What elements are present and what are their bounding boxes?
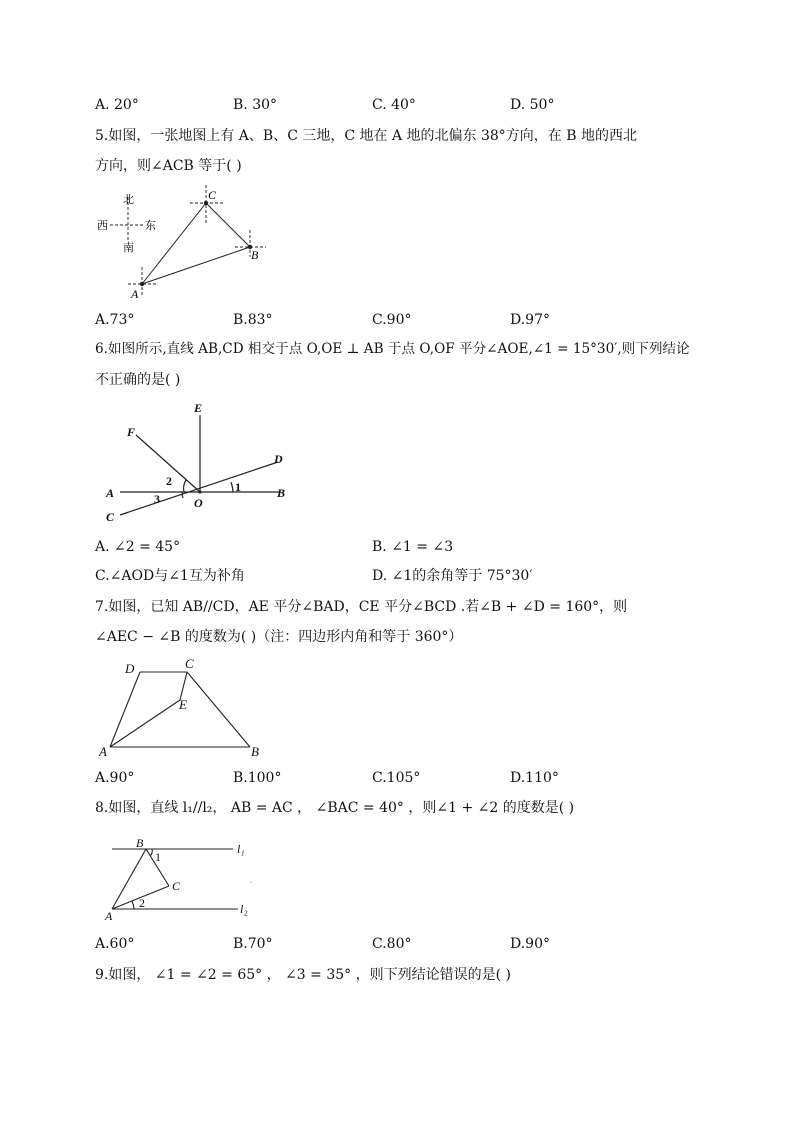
q6-option-b: B. ∠1 = ∠3 bbox=[372, 539, 454, 555]
q7-label-b: B bbox=[251, 744, 259, 759]
q8-angle-1: 1 bbox=[155, 850, 161, 864]
q4-option-c: C. 40° bbox=[372, 97, 416, 113]
q4-option-a: A. 20° bbox=[95, 97, 139, 113]
q7-label-c: C bbox=[185, 656, 194, 671]
q5-figure bbox=[90, 185, 270, 305]
q5-label-east: 东 bbox=[145, 220, 156, 232]
q7-option-c: C.105° bbox=[372, 770, 421, 786]
q8-label-a: A bbox=[105, 909, 113, 923]
q8-label-l1: l₁ bbox=[237, 842, 245, 856]
q5-label-a: A bbox=[131, 287, 139, 301]
q5-option-a: A.73° bbox=[95, 312, 135, 328]
q4-option-d: D. 50° bbox=[510, 97, 555, 113]
q6-question-line1: 6.如图所示,直线 AB,CD 相交于点 O,OE ⊥ AB 于点 O,OF 平分∠AOE,∠1 = 15°30′,则下列结论 bbox=[95, 341, 690, 357]
q6-label-a: A bbox=[106, 486, 115, 500]
q8-label-c: C bbox=[172, 879, 181, 893]
q6-figure bbox=[100, 395, 300, 530]
q6-label-e: E bbox=[194, 401, 203, 415]
q7-label-d: D bbox=[125, 661, 135, 676]
q6-label-f: F bbox=[127, 425, 136, 439]
q8-option-a: A.60° bbox=[95, 936, 135, 952]
q7-option-d: D.110° bbox=[510, 770, 559, 786]
q8-option-c: C.80° bbox=[372, 936, 412, 952]
q6-label-o: O bbox=[194, 496, 203, 510]
q5-label-c: C bbox=[208, 188, 217, 202]
q7-option-a: A.90° bbox=[95, 770, 135, 786]
q5-question-line2: 方向，则∠ACB 等于( ) bbox=[95, 158, 242, 174]
q6-question-line2: 不正确的是( ) bbox=[95, 372, 181, 388]
q6-option-d: D. ∠1的余角等于 75°30′ bbox=[372, 568, 533, 584]
q5-option-b: B.83° bbox=[233, 312, 273, 328]
q6-angle-1: 1 bbox=[235, 480, 241, 494]
q5-label-b: B bbox=[251, 248, 259, 262]
q6-angle-3: 3 bbox=[154, 492, 160, 506]
q5-label-south: 南 bbox=[123, 242, 134, 254]
q5-label-north: 北 bbox=[123, 194, 134, 206]
q6-angle-2: 2 bbox=[166, 474, 172, 488]
q8-figure bbox=[100, 832, 260, 922]
q6-option-a: A. ∠2 = 45° bbox=[95, 539, 181, 555]
q6-label-b: B bbox=[277, 486, 286, 500]
q7-option-b: B.100° bbox=[233, 770, 282, 786]
q5-label-west: 西 bbox=[97, 220, 108, 232]
q5-option-d: D.97° bbox=[510, 312, 550, 328]
q6-label-c: C bbox=[106, 510, 115, 524]
q8-label-b: B bbox=[136, 836, 144, 850]
q8-label-l2: l₂ bbox=[240, 902, 248, 916]
q8-option-b: B.70° bbox=[233, 936, 273, 952]
q5-question-line1: 5.如图，一张地图上有 A、B、C 三地，C 地在 A 地的北偏东 38°方向，在 B 地的西北 bbox=[95, 128, 637, 144]
q7-figure bbox=[95, 655, 275, 765]
q8-angle-2: 2 bbox=[139, 896, 145, 910]
q7-question-line2: ∠AEC − ∠B 的度数为( )（注：四边形内角和等于 360°） bbox=[95, 629, 463, 645]
q9-question-line1: 9.如图， ∠1 = ∠2 = 65° ， ∠3 = 35° ，则下列结论错误的是( ) bbox=[95, 967, 511, 983]
q4-option-b: B. 30° bbox=[233, 97, 278, 113]
q6-option-c: C.∠AOD与∠1互为补角 bbox=[95, 568, 245, 584]
q7-label-e: E bbox=[179, 697, 187, 712]
q8-option-d: D.90° bbox=[510, 936, 550, 952]
q6-label-d: D bbox=[274, 452, 283, 466]
q7-label-a: A bbox=[99, 744, 107, 759]
q7-question-line1: 7.如图，已知 AB//CD，AE 平分∠BAD，CE 平分∠BCD .若∠B + ∠D = 160°，则 bbox=[95, 599, 628, 615]
q5-option-c: C.90° bbox=[372, 312, 412, 328]
q8-question-line1: 8.如图，直线 l₁//l₂， AB = AC ， ∠BAC = 40° ，则∠1 + ∠2 的度数是( ) bbox=[95, 800, 575, 816]
